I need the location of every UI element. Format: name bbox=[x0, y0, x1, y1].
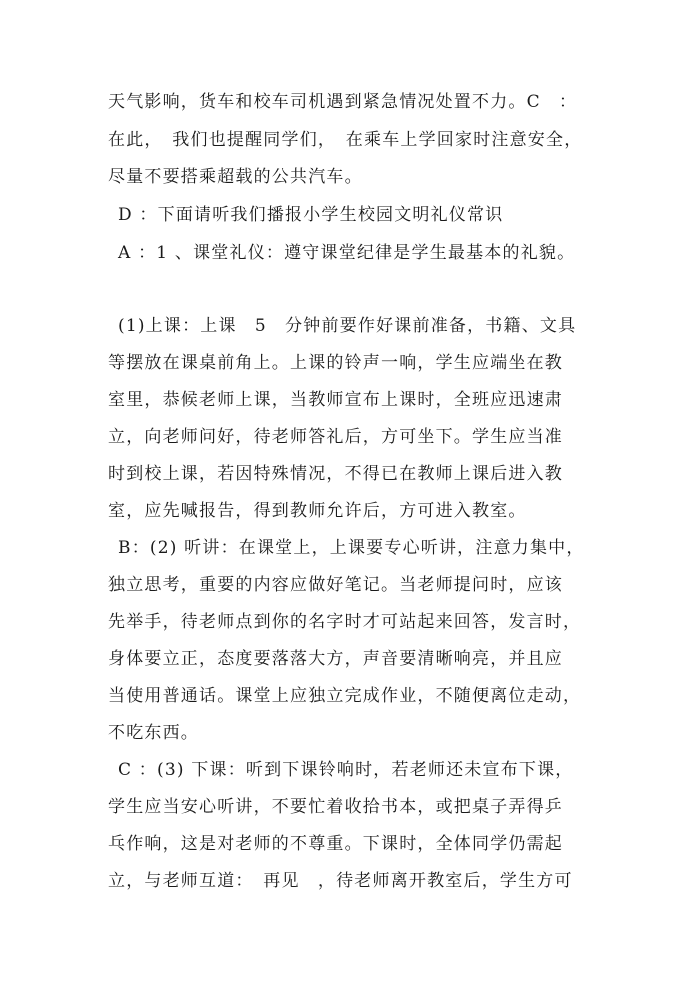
text-line-7: 等摆放在课桌前角上。上课的铃声一响，学生应端坐在教 bbox=[108, 353, 563, 373]
text-line-5: A ：1 、课堂礼仪：遵守课堂纪律是学生最基本的礼貌。 bbox=[118, 243, 576, 263]
text-line-3: 尽量不要搭乘超载的公共汽车。 bbox=[108, 167, 363, 187]
text-line-18: C ：(3) 下课：听到下课铃响时，若老师还未宣布下课， bbox=[118, 760, 574, 780]
text-line-9: 立，向老师问好，待老师答礼后，方可坐下。学生应当准 bbox=[108, 427, 563, 447]
text-line-6: (1)上课：上课 5 分钟前要作好课前准备，书籍、文具 bbox=[118, 316, 577, 336]
text-line-16: 当使用普通话。课堂上应独立完成作业，不随便离位走动， bbox=[108, 686, 582, 706]
text-line-11: 室，应先喊报告，得到教师允许后，方可进入教室。 bbox=[108, 501, 527, 521]
text-line-2: 在此， 我们也提醒同学们， 在乘车上学回家时注意安全， bbox=[108, 130, 583, 150]
text-line-10: 时到校上课，若因特殊情况，不得已在教师上课后进入教 bbox=[108, 464, 563, 484]
text-line-12: B：(2) 听讲：在课堂上，上课要专心听讲，注意力集中， bbox=[118, 538, 585, 558]
text-line-14: 先举手，待老师点到你的名字时才可站起来回答，发言时， bbox=[108, 612, 582, 632]
text-line-17: 不吃东西。 bbox=[108, 723, 199, 743]
text-line-20: 乓作响，这是对老师的不尊重。下课时，全体同学仍需起 bbox=[108, 834, 563, 854]
text-line-15: 身体要立正，态度要落落大方，声音要清晰响亮，并且应 bbox=[108, 649, 563, 669]
text-line-19: 学生应当安心听讲，不要忙着收拾书本，或把桌子弄得乒 bbox=[108, 797, 563, 817]
text-line-1: 天气影响，货车和校车司机遇到紧急情况处置不力。C ： bbox=[108, 92, 578, 112]
text-line-21: 立，与老师互道： 再见 ，待老师离开教室后，学生方可 bbox=[108, 871, 573, 891]
text-line-4: D ：下面请听我们播报小学生校园文明礼仪常识 bbox=[118, 205, 504, 225]
text-line-13: 独立思考，重要的内容应做好笔记。当老师提问时，应该 bbox=[108, 575, 563, 595]
text-line-8: 室里，恭候老师上课，当教师宣布上课时，全班应迅速肃 bbox=[108, 390, 563, 410]
